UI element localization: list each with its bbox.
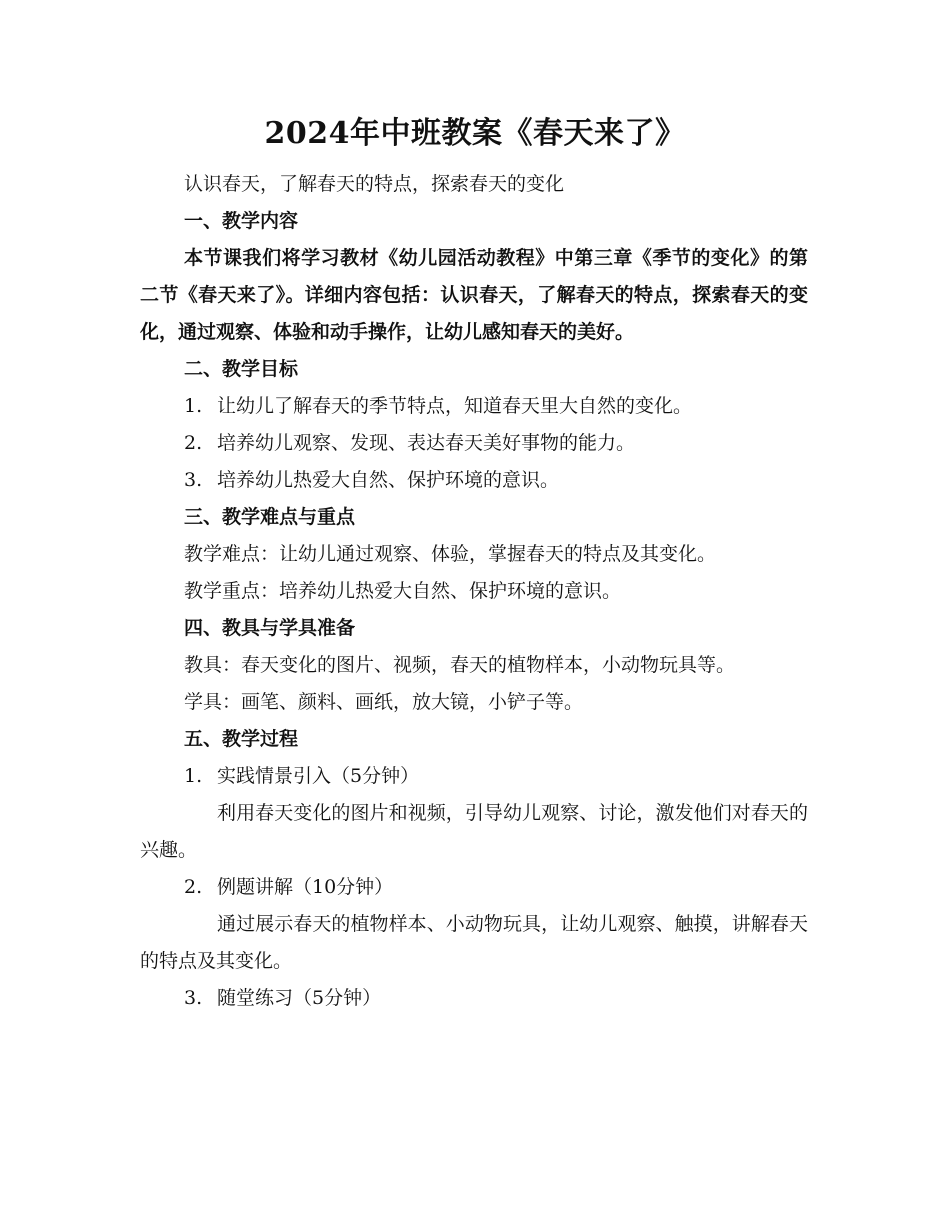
process-step-number: 3. bbox=[184, 987, 203, 1009]
goal-item-text: 培养幼儿观察、发现、表达春天美好事物的能力。 bbox=[217, 432, 636, 454]
process-step-1-text: 利用春天变化的图片和视频，引导幼儿观察、讨论，激发他们对春天的兴趣。 bbox=[140, 802, 808, 861]
process-step-2-text: 通过展示春天的植物样本、小动物玩具，让幼儿观察、触摸，讲解春天的特点及其变化。 bbox=[140, 913, 808, 972]
difficulty-paragraph: 教学难点：让幼儿通过观察、体验，掌握春天的特点及其变化。 bbox=[184, 543, 717, 565]
document-body bbox=[140, 166, 808, 1017]
goal-item-number: 3. bbox=[184, 469, 203, 491]
process-step-title: 例题讲解（10分钟） bbox=[217, 876, 394, 898]
goal-item-2 bbox=[140, 425, 808, 462]
process-step-number: 1. bbox=[184, 765, 203, 787]
section-heading-difficulty: 三、教学难点与重点 bbox=[184, 506, 356, 528]
process-step-2-title bbox=[140, 869, 808, 906]
section-heading-tools: 四、教具与学具准备 bbox=[184, 617, 356, 639]
section-heading-content: 一、教学内容 bbox=[184, 210, 299, 232]
content-paragraph: 本节课我们将学习教材《幼儿园活动教程》中第三章《季节的变化》的第二节《春天来了》。详细内容包括：认识春天，了解春天的特点，探索春天的变化，通过观察、体验和动手操作，让幼儿感知春天的美好。 bbox=[140, 247, 808, 343]
goal-item-number: 1. bbox=[184, 395, 203, 417]
goal-item-text: 培养幼儿热爱大自然、保护环境的意识。 bbox=[217, 469, 560, 491]
goal-item-text: 让幼儿了解春天的季节特点，知道春天里大自然的变化。 bbox=[217, 395, 693, 417]
process-step-number: 2. bbox=[184, 876, 203, 898]
teacher-tools-paragraph: 教具：春天变化的图片、视频，春天的植物样本，小动物玩具等。 bbox=[184, 654, 736, 676]
student-tools-paragraph: 学具：画笔、颜料、画纸，放大镜，小铲子等。 bbox=[184, 691, 584, 713]
process-step-title: 实践情景引入（5分钟） bbox=[217, 765, 420, 787]
process-step-title: 随堂练习（5分钟） bbox=[217, 987, 382, 1009]
intro-paragraph: 认识春天，了解春天的特点，探索春天的变化 bbox=[184, 173, 565, 195]
goal-item-3 bbox=[140, 462, 808, 499]
document-title: 2024年中班教案《春天来了》 bbox=[264, 116, 686, 151]
section-heading-goals: 二、教学目标 bbox=[184, 358, 299, 380]
process-step-1-title bbox=[140, 758, 808, 795]
section-heading-process: 五、教学过程 bbox=[184, 728, 299, 750]
goal-item-number: 2. bbox=[184, 432, 203, 454]
goal-item-1 bbox=[140, 388, 808, 425]
focus-paragraph: 教学重点：培养幼儿热爱大自然、保护环境的意识。 bbox=[184, 580, 622, 602]
process-step-3-title bbox=[140, 980, 808, 1017]
